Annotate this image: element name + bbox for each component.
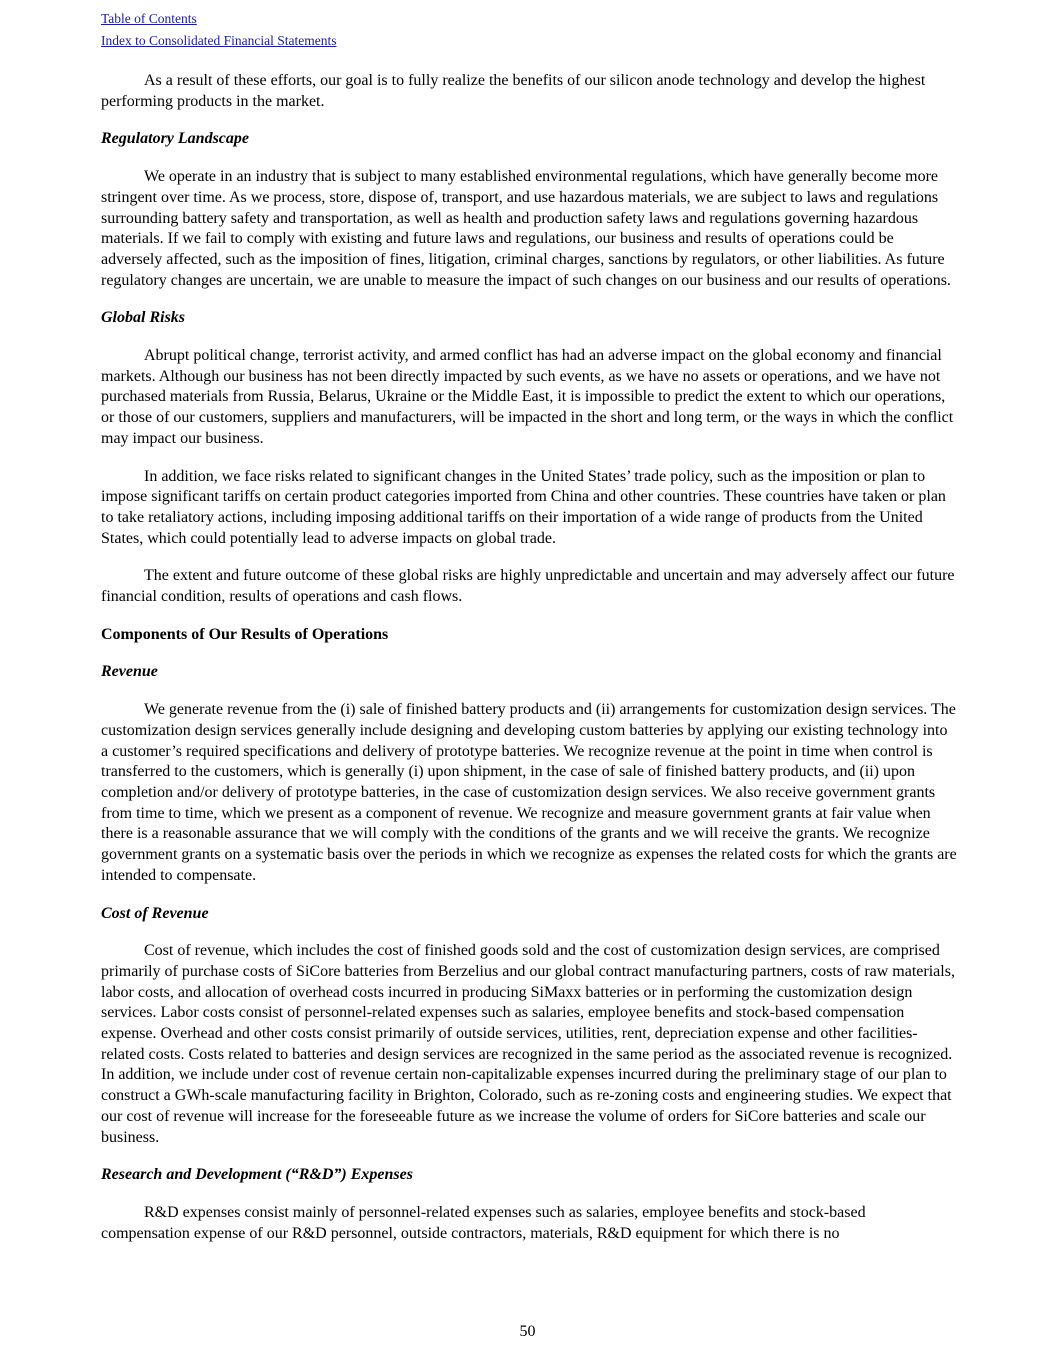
paragraph-rnd-expenses: R&D expenses consist mainly of personnel-related expenses such as salaries, employee benefits and stock-based compensation expense of our R&D personnel, outside contractors, materials, R&D equipment for which there is no — [101, 1203, 866, 1242]
heading-components-of-results: Components of Our Results of Operations — [101, 625, 389, 643]
heading-rnd-expenses: Research and Development (“R&D”) Expenses — [101, 1166, 413, 1184]
heading-revenue: Revenue — [101, 663, 158, 681]
paragraph-regulatory: We operate in an industry that is subject to many established environmental regulations, which have generally become more stringent over time. As we process, store, dispose of, transport, and use hazardous materials, we are subject to laws and regulations surrounding battery safety and transportation, as well as health and production safety laws and regulations governing hazardous materials. If we fail to comply with existing and future laws and regulations, our business and results of operations could be adversely affected, such as the imposition of fines, litigation, criminal charges, sanctions by regulators, or other liabilities. As future regulatory changes are uncertain, we are unable to measure the impact of such changes on our business and our results of operations. — [101, 168, 951, 289]
heading-regulatory-landscape: Regulatory Landscape — [101, 130, 249, 148]
paragraph-global-risk-outcome: The extent and future outcome of these global risks are highly unpredictable and uncertain and may adversely affect our future financial condition, results of operations and cash flows. — [101, 567, 955, 606]
paragraph-revenue: We generate revenue from the (i) sale of finished battery products and (ii) arrangements for customization design services. The customization design services generally include designing and developing custom batteries by applying our existing technology into a customer’s required specifications and delivery of prototype batteries. We recognize revenue at the point in time when control is transferred to the customers, which is generally (i) upon shipment, in the case of sale of finished battery products, and (ii) upon completion and/or delivery of prototype batteries, in the case of customization design services. We also receive government grants from time to time, which we present as a component of revenue. We recognize and measure government grants at fair value when there is a reasonable assurance that we will comply with the conditions of the grants and we will receive the grants. We recognize government grants on a systematic basis over the periods in which we recognize as expenses the related costs for which the grants are intended to compensate. — [101, 701, 957, 884]
heading-cost-of-revenue: Cost of Revenue — [101, 904, 209, 922]
paragraph-cost-of-revenue: Cost of revenue, which includes the cost of finished goods sold and the cost of customization design services, are comprised primarily of purchase costs of SiCore batteries from Berzelius and our global contract manufacturing partners, costs of raw materials, labor costs, and allocation of overhead costs incurred in producing SiMaxx batteries or in performing the customization design services. Labor costs consist of personnel-related expenses such as salaries, employee benefits and stock-based compensation expense. Overhead and other costs consist primarily of outside services, utilities, rent, depreciation expense and other facilities-related costs. Costs related to batteries and design services are recognized in the same period as the associated revenue is recognized. In addition, we include under cost of revenue certain non-capitalizable expenses incurred during the preliminary stage of our plan to construct a GWh-scale manufacturing facility in Brighton, Colorado, such as re-zoning costs and engineering studies. We expect that our cost of revenue will increase for the foreseeable future as we increase the volume of orders for SiCore batteries and scale our business. — [101, 942, 955, 1146]
paragraph-trade-policy: In addition, we face risks related to significant changes in the United States’ trade policy, such as the imposition or plan to impose significant tariffs on certain product categories imported from China and other countries. These countries have taken or plan to take retaliatory actions, including imposing additional tariffs on their importation of a wide range of products from the United States, which could potentially lead to adverse impacts on global trade. — [101, 467, 946, 547]
paragraph-political-change: Abrupt political change, terrorist activity, and armed conflict has had an adverse impact on the global economy and financial markets. Although our business has not been directly impacted by such events, as we have no assets or operations, and we have not purchased materials from Russia, Belarus, Ukraine or the Middle East, it is impossible to predict the extent to which our operations, or those of our customers, suppliers and manufacturers, will be impacted in the short and long term, or the ways in which the conflict may impact our business. — [101, 347, 954, 447]
table-of-contents-link[interactable]: Table of Contents — [101, 11, 197, 26]
paragraph-efforts-goal: As a result of these efforts, our goal is to fully realize the benefits of our silicon anode technology and develop the highest performing products in the market. — [101, 72, 926, 110]
document-page — [101, 8, 957, 1261]
document-body — [101, 71, 957, 1244]
heading-global-risks: Global Risks — [101, 309, 186, 327]
financial-statements-index-link[interactable]: Index to Consolidated Financial Statements — [101, 33, 337, 48]
page-number: 50 — [519, 1323, 536, 1340]
